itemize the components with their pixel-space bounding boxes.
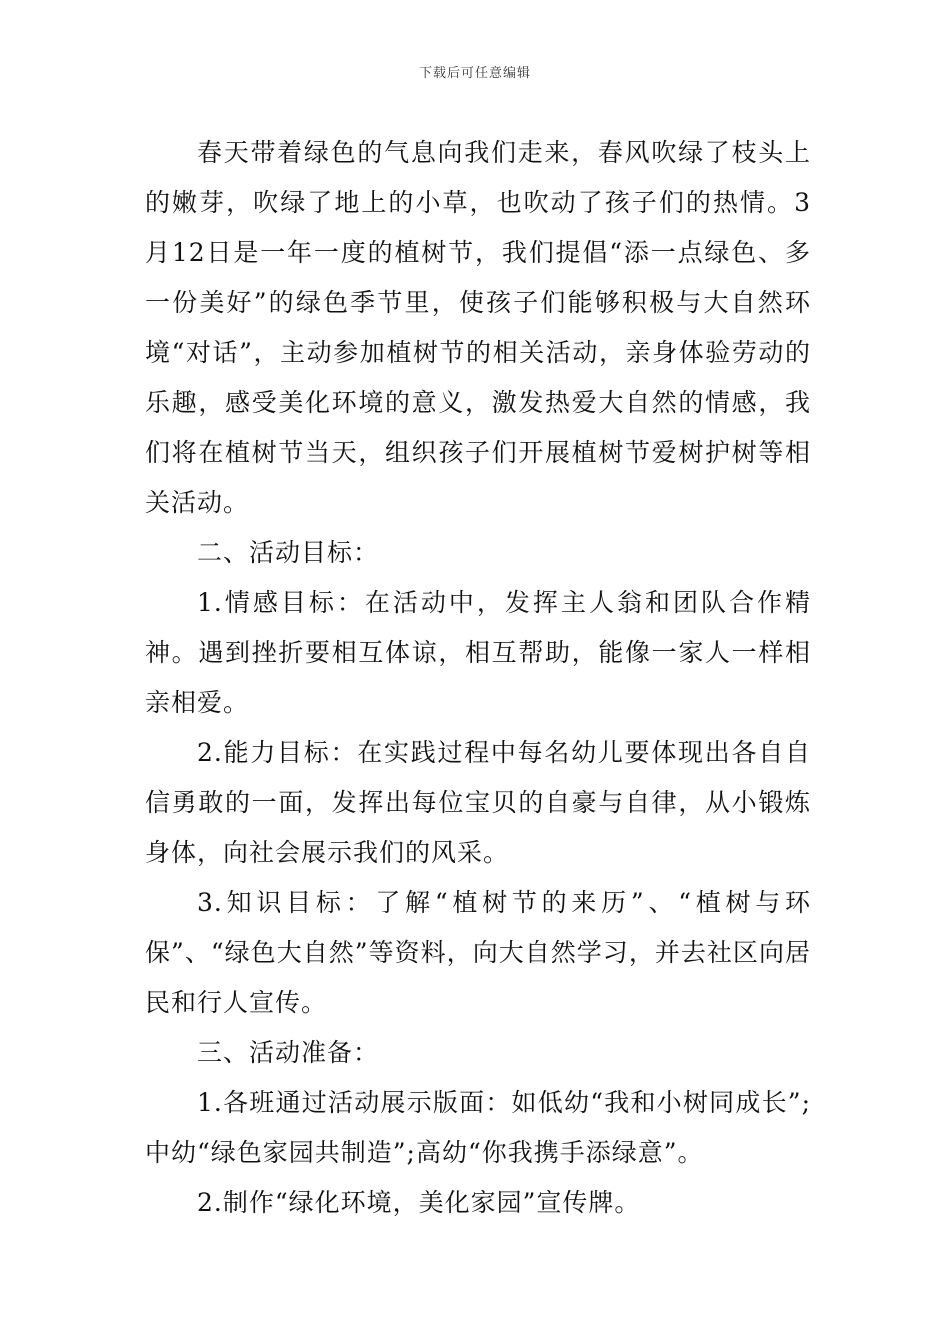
goal-emotion-paragraph: 1.情感目标：在活动中，发挥主人翁和团队合作精神。遇到挫折要相互体谅，相互帮助，能像一家人一样相亲相爱。 xyxy=(145,588,811,717)
document-body xyxy=(145,128,811,1228)
page-header: 下载后可任意编辑 xyxy=(418,66,531,81)
goal-knowledge-paragraph: 3.知识目标：了解“植树节的来历”、“植树与环保”、“绿色大自然”等资料，向大自然学习，并去社区向居民和行人宣传。 xyxy=(145,888,811,1017)
section-heading-goals: 二、活动目标： xyxy=(197,538,380,567)
section-heading-preparation: 三、活动准备： xyxy=(197,1038,380,1067)
intro-paragraph: 春天带着绿色的气息向我们走来，春风吹绿了枝头上的嫩芽，吹绿了地上的小草，也吹动了孩子们的热情。3月12日是一年一度的植树节，我们提倡“添一点绿色、多一份美好”的绿色季节里，使孩子们能够积极与大自然环境“对话”，主动参加植树节的相关活动，亲身体验劳动的乐趣，感受美化环境的意义，激发热爱大自然的情感，我们将在植树节当天，组织孩子们开展植树节爱树护树等相关活动。 xyxy=(145,138,811,517)
prep-item-2-paragraph: 2.制作“绿化环境，美化家园”宣传牌。 xyxy=(197,1188,641,1217)
prep-item-1-paragraph: 1.各班通过活动展示版面：如低幼“我和小树同成长”;中幼“绿色家园共制造”;高幼“你我携手添绿意”。 xyxy=(145,1088,811,1167)
goal-ability-paragraph: 2.能力目标：在实践过程中每名幼儿要体现出各自自信勇敢的一面，发挥出每位宝贝的自豪与自律，从小锻炼身体，向社会展示我们的风采。 xyxy=(145,738,811,867)
